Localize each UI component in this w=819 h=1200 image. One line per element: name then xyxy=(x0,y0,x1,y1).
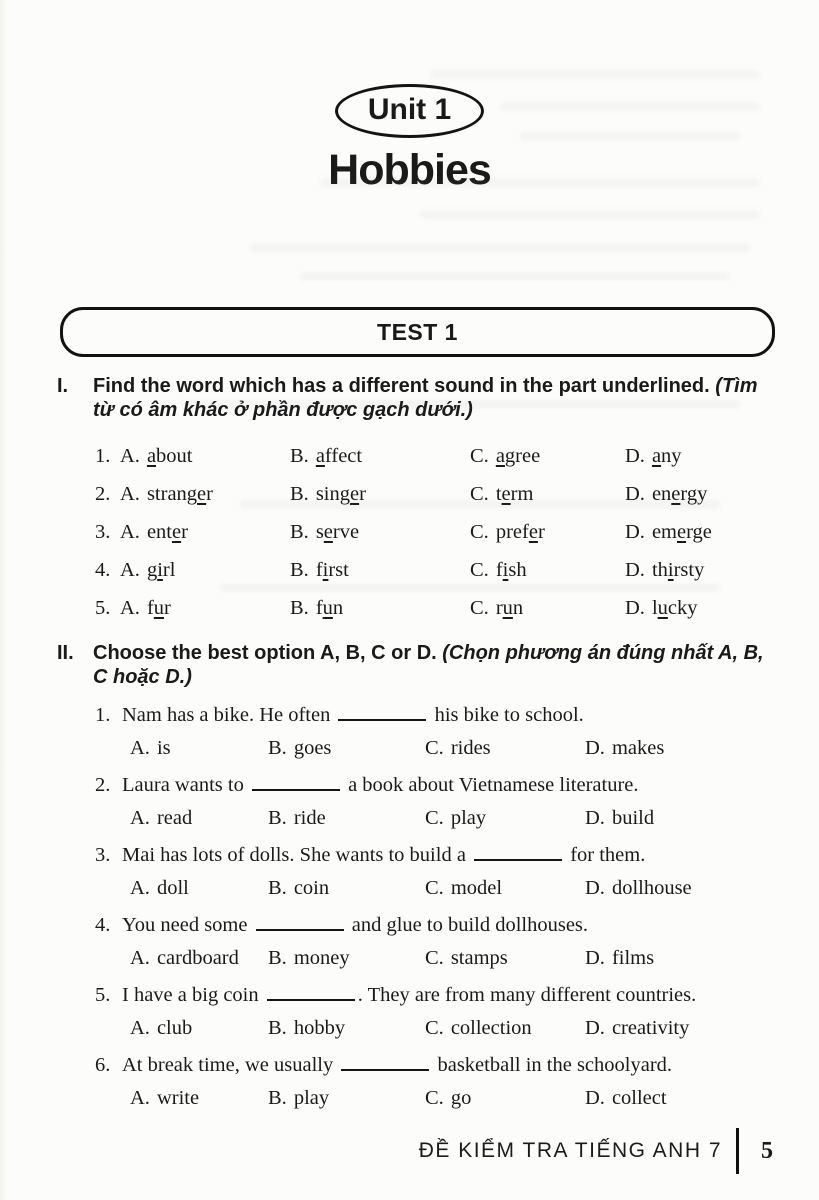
option-letter: D. xyxy=(585,1016,605,1039)
option-letter: B. xyxy=(290,596,309,619)
option-word xyxy=(147,559,175,581)
option-text: club xyxy=(156,1016,193,1039)
option-word xyxy=(147,483,213,505)
option-word xyxy=(316,521,359,543)
question-number: 2. xyxy=(95,482,111,505)
question-number: 4. xyxy=(95,913,111,936)
stem-text-after-blank: for them. xyxy=(565,843,646,866)
answer-option xyxy=(470,445,625,468)
unit-badge-label: Unit 1 xyxy=(367,93,452,126)
option-letter: A. xyxy=(120,558,140,581)
option-letter: C. xyxy=(425,736,444,759)
option-word xyxy=(652,445,682,467)
option-letter: A. xyxy=(130,1086,150,1109)
option-word xyxy=(316,559,349,581)
option-word xyxy=(496,559,527,581)
answer-option xyxy=(470,483,625,506)
question-stem-row xyxy=(57,704,777,737)
word-part: sh xyxy=(508,558,527,581)
option-text: cardboard xyxy=(156,946,239,969)
unit-badge xyxy=(335,84,484,138)
mcq-question xyxy=(57,844,777,912)
word-part: rm xyxy=(510,482,534,505)
answer-option xyxy=(268,737,425,760)
option-text: doll xyxy=(156,876,189,899)
question-stem xyxy=(122,914,777,937)
option-letter: D. xyxy=(585,946,605,969)
word-part: g xyxy=(146,558,158,581)
question-number: 2. xyxy=(95,773,111,796)
answer-option xyxy=(625,483,777,506)
word-part: r xyxy=(164,596,171,619)
answer-option xyxy=(625,597,777,620)
word-part: r xyxy=(359,482,366,505)
question-stem-row xyxy=(57,914,777,947)
section-2-instruction-vi: (Chọn phương án đúng nhất A, B, C hoặc D.) xyxy=(93,641,764,689)
stem-text-after-blank: and glue to build dollhouses. xyxy=(346,913,589,936)
option-text: go xyxy=(450,1086,472,1109)
option-letter: C. xyxy=(425,1016,444,1039)
answer-option xyxy=(290,597,470,620)
option-text: model xyxy=(450,876,503,899)
option-letter: A. xyxy=(130,1016,150,1039)
option-word xyxy=(496,597,523,619)
option-word xyxy=(496,521,545,543)
word-part: f xyxy=(495,558,503,581)
page-title: Hobbies xyxy=(328,146,491,194)
answer-option xyxy=(585,1087,777,1110)
answer-option xyxy=(585,807,777,830)
option-letter: B. xyxy=(290,444,309,467)
option-word xyxy=(147,521,188,543)
word-part: f xyxy=(315,558,323,581)
answer-option xyxy=(290,483,470,506)
question-number: 1. xyxy=(95,703,111,726)
answer-option xyxy=(120,559,290,582)
option-word xyxy=(316,483,366,505)
section-multiple-choice xyxy=(57,641,777,1122)
option-word xyxy=(652,483,707,505)
option-text: films xyxy=(611,946,655,969)
option-word xyxy=(652,597,698,619)
answer-option xyxy=(130,807,268,830)
page-footer xyxy=(419,1128,779,1174)
underlined-letter: e xyxy=(197,482,207,505)
option-text: play xyxy=(450,806,487,829)
answer-blank xyxy=(338,717,426,721)
underlined-letter: u xyxy=(322,596,333,619)
option-text: coin xyxy=(293,876,330,899)
question-stem xyxy=(122,844,777,867)
question-number: 1. xyxy=(95,444,111,467)
answer-option xyxy=(470,521,625,544)
section-1-header xyxy=(57,374,777,423)
option-letter: D. xyxy=(625,520,645,543)
answer-option xyxy=(290,559,470,582)
answer-options-row xyxy=(57,1017,777,1052)
underlined-letter: a xyxy=(651,444,662,467)
section-1-instruction-vi: (Tìm từ có âm khác ở phần được gạch dưới.) xyxy=(93,375,758,422)
stem-text-before-blank: Mai has lots of dolls. She wants to build a xyxy=(122,843,472,866)
option-word xyxy=(496,445,540,467)
stem-text-before-blank: Laura wants to xyxy=(122,773,249,796)
word-part: rl xyxy=(162,558,176,581)
option-text: makes xyxy=(611,736,665,759)
stem-text-after-blank: a book about Vietnamese literature. xyxy=(342,773,639,796)
answer-option xyxy=(268,947,425,970)
mcq-question xyxy=(57,914,777,982)
word-part: pref xyxy=(495,520,529,543)
option-letter: C. xyxy=(425,946,444,969)
underlined-letter: a xyxy=(315,444,325,467)
question-stem-row xyxy=(57,1054,777,1087)
question-number: 6. xyxy=(95,1053,111,1076)
option-text: money xyxy=(293,946,350,969)
word-part: r xyxy=(206,482,213,505)
sound-question-row xyxy=(95,559,777,597)
word-part: r xyxy=(495,596,503,619)
underlined-letter: a xyxy=(495,444,505,467)
footer-page-number: 5 xyxy=(761,1137,773,1164)
word-part: rge xyxy=(686,520,712,543)
option-letter: C. xyxy=(470,558,489,581)
word-part: l xyxy=(651,596,658,619)
option-letter: A. xyxy=(120,444,140,467)
underlined-letter: e xyxy=(171,520,182,543)
word-part: strang xyxy=(146,482,198,505)
option-letter: D. xyxy=(585,876,605,899)
answer-options-row xyxy=(57,807,777,842)
underlined-letter: e xyxy=(676,520,687,543)
answer-option xyxy=(130,737,268,760)
word-part: ny xyxy=(661,444,682,467)
underlined-letter: i xyxy=(322,558,329,581)
word-part: cky xyxy=(667,596,698,619)
answer-option xyxy=(268,807,425,830)
answer-option xyxy=(120,445,290,468)
answer-option xyxy=(425,737,585,760)
option-letter: D. xyxy=(585,806,605,829)
option-letter: C. xyxy=(470,596,489,619)
question-stem xyxy=(122,984,777,1007)
option-letter: A. xyxy=(130,736,150,759)
answer-option xyxy=(425,807,585,830)
option-letter: B. xyxy=(268,1086,287,1109)
answer-blank xyxy=(256,927,344,931)
underlined-letter: i xyxy=(502,558,509,581)
answer-option xyxy=(585,947,777,970)
question-stem xyxy=(122,1054,777,1077)
word-part: f xyxy=(315,596,323,619)
answer-blank xyxy=(474,857,562,861)
word-part: bout xyxy=(156,444,193,467)
underlined-letter: e xyxy=(501,482,511,505)
question-number: 5. xyxy=(95,983,111,1006)
option-letter: D. xyxy=(625,558,645,581)
section-1-instruction-en: Find the word which has a different sound in the part underlined. xyxy=(93,375,710,397)
answer-option xyxy=(425,947,585,970)
underlined-letter: u xyxy=(502,596,513,619)
question-stem-row xyxy=(57,774,777,807)
option-text: is xyxy=(156,736,171,759)
question-number: 5. xyxy=(95,596,111,619)
option-word xyxy=(652,521,712,543)
option-letter: C. xyxy=(470,482,489,505)
mcq-question xyxy=(57,1054,777,1122)
word-part: s xyxy=(315,520,324,543)
option-text: build xyxy=(611,806,655,829)
word-part: rst xyxy=(328,558,349,581)
option-letter: D. xyxy=(585,1086,605,1109)
test-heading-box xyxy=(60,307,775,357)
option-letter: D. xyxy=(625,596,645,619)
answer-option xyxy=(290,521,470,544)
underlined-letter: e xyxy=(323,520,333,543)
answer-option xyxy=(120,483,290,506)
option-text: write xyxy=(156,1086,200,1109)
answer-option xyxy=(130,1087,268,1110)
word-part: rgy xyxy=(680,482,708,505)
word-part: rsty xyxy=(673,558,705,581)
option-letter: A. xyxy=(130,946,150,969)
option-letter: C. xyxy=(470,520,489,543)
underlined-letter: e xyxy=(528,520,538,543)
footer-book-title: ĐỀ KIỂM TRA TIẾNG ANH 7 xyxy=(418,1139,722,1162)
option-letter: D. xyxy=(625,444,645,467)
option-letter: D. xyxy=(585,736,605,759)
underlined-letter: u xyxy=(153,596,165,619)
word-part: th xyxy=(651,558,668,581)
option-word xyxy=(496,483,534,505)
option-letter: A. xyxy=(120,520,140,543)
question-stem xyxy=(122,774,777,797)
stem-text-after-blank: his bike to school. xyxy=(429,703,584,726)
option-letter: A. xyxy=(130,876,150,899)
answer-option xyxy=(625,521,777,544)
answer-option xyxy=(268,1017,425,1040)
option-text: goes xyxy=(293,736,332,759)
option-letter: A. xyxy=(130,806,150,829)
section-1-question-list xyxy=(57,445,777,635)
answer-option xyxy=(585,877,777,900)
question-stem xyxy=(122,704,777,727)
answer-blank xyxy=(267,997,355,1001)
underlined-letter: e xyxy=(671,482,681,505)
mcq-question xyxy=(57,774,777,842)
option-text: creativity xyxy=(611,1016,690,1039)
option-text: ride xyxy=(293,806,326,829)
option-letter: A. xyxy=(120,596,140,619)
answer-option xyxy=(130,1017,268,1040)
word-part: ent xyxy=(146,520,172,543)
answer-option xyxy=(425,877,585,900)
answer-options-row xyxy=(57,1087,777,1122)
mcq-question xyxy=(57,984,777,1052)
question-stem-row xyxy=(57,984,777,1017)
question-number: 3. xyxy=(95,520,111,543)
answer-option xyxy=(268,1087,425,1110)
option-letter: B. xyxy=(290,558,309,581)
word-part: gree xyxy=(504,444,541,467)
word-part: f xyxy=(146,596,154,619)
word-part: ffect xyxy=(324,444,363,467)
answer-option xyxy=(625,559,777,582)
question-number: 3. xyxy=(95,843,111,866)
section-phonetics xyxy=(57,374,777,635)
answer-option xyxy=(585,1017,777,1040)
sound-question-row xyxy=(95,521,777,559)
option-letter: B. xyxy=(268,876,287,899)
option-letter: D. xyxy=(625,482,645,505)
option-letter: B. xyxy=(268,1016,287,1039)
stem-text-before-blank: Nam has a bike. He often xyxy=(122,703,336,726)
option-text: collect xyxy=(611,1086,667,1109)
stem-text-after-blank: basketball in the schoolyard. xyxy=(432,1053,673,1076)
answer-blank xyxy=(341,1067,429,1071)
section-1-numeral: I. xyxy=(57,375,69,397)
option-text: collection xyxy=(450,1016,532,1039)
question-number: 4. xyxy=(95,558,111,581)
word-part: en xyxy=(651,482,672,505)
answer-option xyxy=(120,521,290,544)
word-part: sing xyxy=(315,482,350,505)
answer-options-row xyxy=(57,877,777,912)
word-part: em xyxy=(651,520,677,543)
underlined-letter: u xyxy=(657,596,668,619)
section-2-instruction xyxy=(93,641,777,690)
word-part: n xyxy=(332,596,344,619)
answer-option xyxy=(425,1017,585,1040)
option-letter: C. xyxy=(470,444,489,467)
option-text: rides xyxy=(450,736,491,759)
answer-option xyxy=(585,737,777,760)
option-word xyxy=(652,559,704,581)
section-1-instruction xyxy=(93,374,777,423)
answer-option xyxy=(470,597,625,620)
option-word xyxy=(316,445,362,467)
answer-option xyxy=(130,947,268,970)
word-part: n xyxy=(512,596,524,619)
option-letter: B. xyxy=(290,482,309,505)
option-letter: A. xyxy=(120,482,140,505)
underlined-letter: a xyxy=(146,444,157,467)
answer-options-row xyxy=(57,737,777,772)
test-label: TEST 1 xyxy=(377,318,458,345)
footer-divider xyxy=(736,1128,739,1174)
option-letter: C. xyxy=(425,1086,444,1109)
section-2-header xyxy=(57,641,777,690)
sound-question-row xyxy=(95,597,777,635)
stem-text-before-blank: I have a big coin xyxy=(122,983,264,1006)
section-2-question-list xyxy=(57,704,777,1122)
option-text: play xyxy=(293,1086,330,1109)
answer-blank xyxy=(252,787,340,791)
stem-text-before-blank: At break time, we usually xyxy=(122,1053,339,1076)
stem-text-after-blank: . They are from many different countries. xyxy=(357,983,697,1006)
option-letter: B. xyxy=(268,806,287,829)
option-text: stamps xyxy=(450,946,508,969)
option-word xyxy=(147,597,171,619)
answer-options-row xyxy=(57,947,777,982)
option-text: read xyxy=(156,806,193,829)
underlined-letter: i xyxy=(157,558,163,581)
underlined-letter: e xyxy=(350,482,360,505)
option-letter: B. xyxy=(290,520,309,543)
answer-option xyxy=(290,445,470,468)
option-text: dollhouse xyxy=(611,876,692,899)
word-part: r xyxy=(181,520,188,543)
stem-text-before-blank: You need some xyxy=(122,913,253,936)
option-letter: C. xyxy=(425,806,444,829)
option-text: hobby xyxy=(293,1016,346,1039)
word-part: r xyxy=(537,520,545,543)
answer-option xyxy=(425,1087,585,1110)
question-stem-row xyxy=(57,844,777,877)
mcq-question xyxy=(57,704,777,772)
answer-option xyxy=(120,597,290,620)
option-word xyxy=(316,597,343,619)
word-part: rve xyxy=(332,520,360,543)
section-2-instruction-en: Choose the best option A, B, C or D. xyxy=(93,641,437,664)
answer-option xyxy=(268,877,425,900)
word-part: t xyxy=(495,482,502,505)
option-word xyxy=(147,445,193,467)
answer-option xyxy=(470,559,625,582)
sound-question-row xyxy=(95,445,777,483)
answer-option xyxy=(625,445,777,468)
sound-question-row xyxy=(95,483,777,521)
option-letter: C. xyxy=(425,876,444,899)
option-letter: B. xyxy=(268,736,287,759)
section-2-numeral: II. xyxy=(57,641,74,664)
option-letter: B. xyxy=(268,946,287,969)
answer-option xyxy=(130,877,268,900)
underlined-letter: i xyxy=(667,558,674,581)
